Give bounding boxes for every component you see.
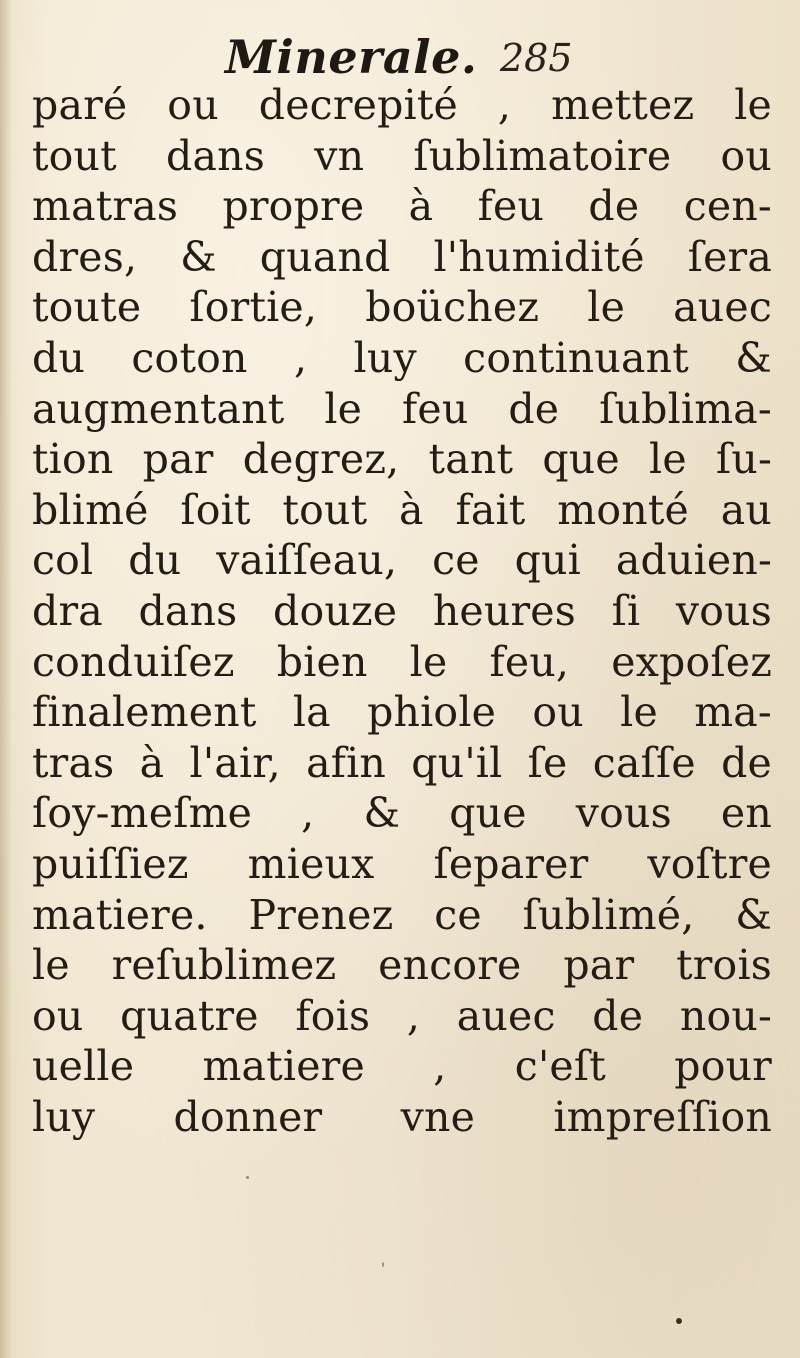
body-text (32, 80, 772, 1142)
paper-speck (246, 1176, 249, 1179)
text-line: du coton , luy continuant & (32, 333, 772, 382)
text-line: toute ſortie, boüchez le auec (32, 283, 772, 332)
text-line: uelle matiere , c'eſt pour (32, 1042, 772, 1091)
text-line: tout dans vn ſublimatoire ou (32, 131, 772, 180)
text-line: le reſublimez encore par trois (32, 941, 772, 990)
page-number: 285 (500, 36, 573, 80)
text-line: luy donner vne impreſſion (32, 1092, 772, 1141)
running-title: Minerale. (225, 30, 478, 84)
text-line: ou quatre fois , auec de nou- (32, 991, 772, 1040)
text-line: puiſſiez mieux ſeparer voſtre (32, 839, 772, 888)
text-line: dres, & quand l'humidité ſera (32, 232, 772, 281)
text-line: tion par degrez, tant que le ſu- (32, 435, 772, 484)
text-line: paré ou decrepité , mettez le (32, 81, 772, 129)
text-line: tras à l'air, afin qu'il ſe caſſe de (32, 738, 772, 787)
text-line: dra dans douze heures ſi vous (32, 586, 772, 635)
text-line: finalement la phiole ou le ma- (32, 688, 772, 737)
text-line: ſoy-meſme , & que vous en (32, 789, 772, 838)
paper-speck (676, 1318, 682, 1324)
text-line: matras propre à feu de cen- (32, 182, 772, 231)
text-line: matiere. Prenez ce ſublimé, & (32, 890, 772, 939)
page-gutter-shadow (0, 0, 12, 1358)
paper-speck (382, 1262, 384, 1267)
text-line: blimé ſoit tout à fait monté au (32, 485, 772, 534)
text-line: conduiſez bien le feu, expoſez (32, 637, 772, 686)
text-line: augmentant le feu de ſublima- (32, 384, 772, 433)
text-line: col du vaiſſeau, ce qui aduien- (32, 536, 772, 585)
